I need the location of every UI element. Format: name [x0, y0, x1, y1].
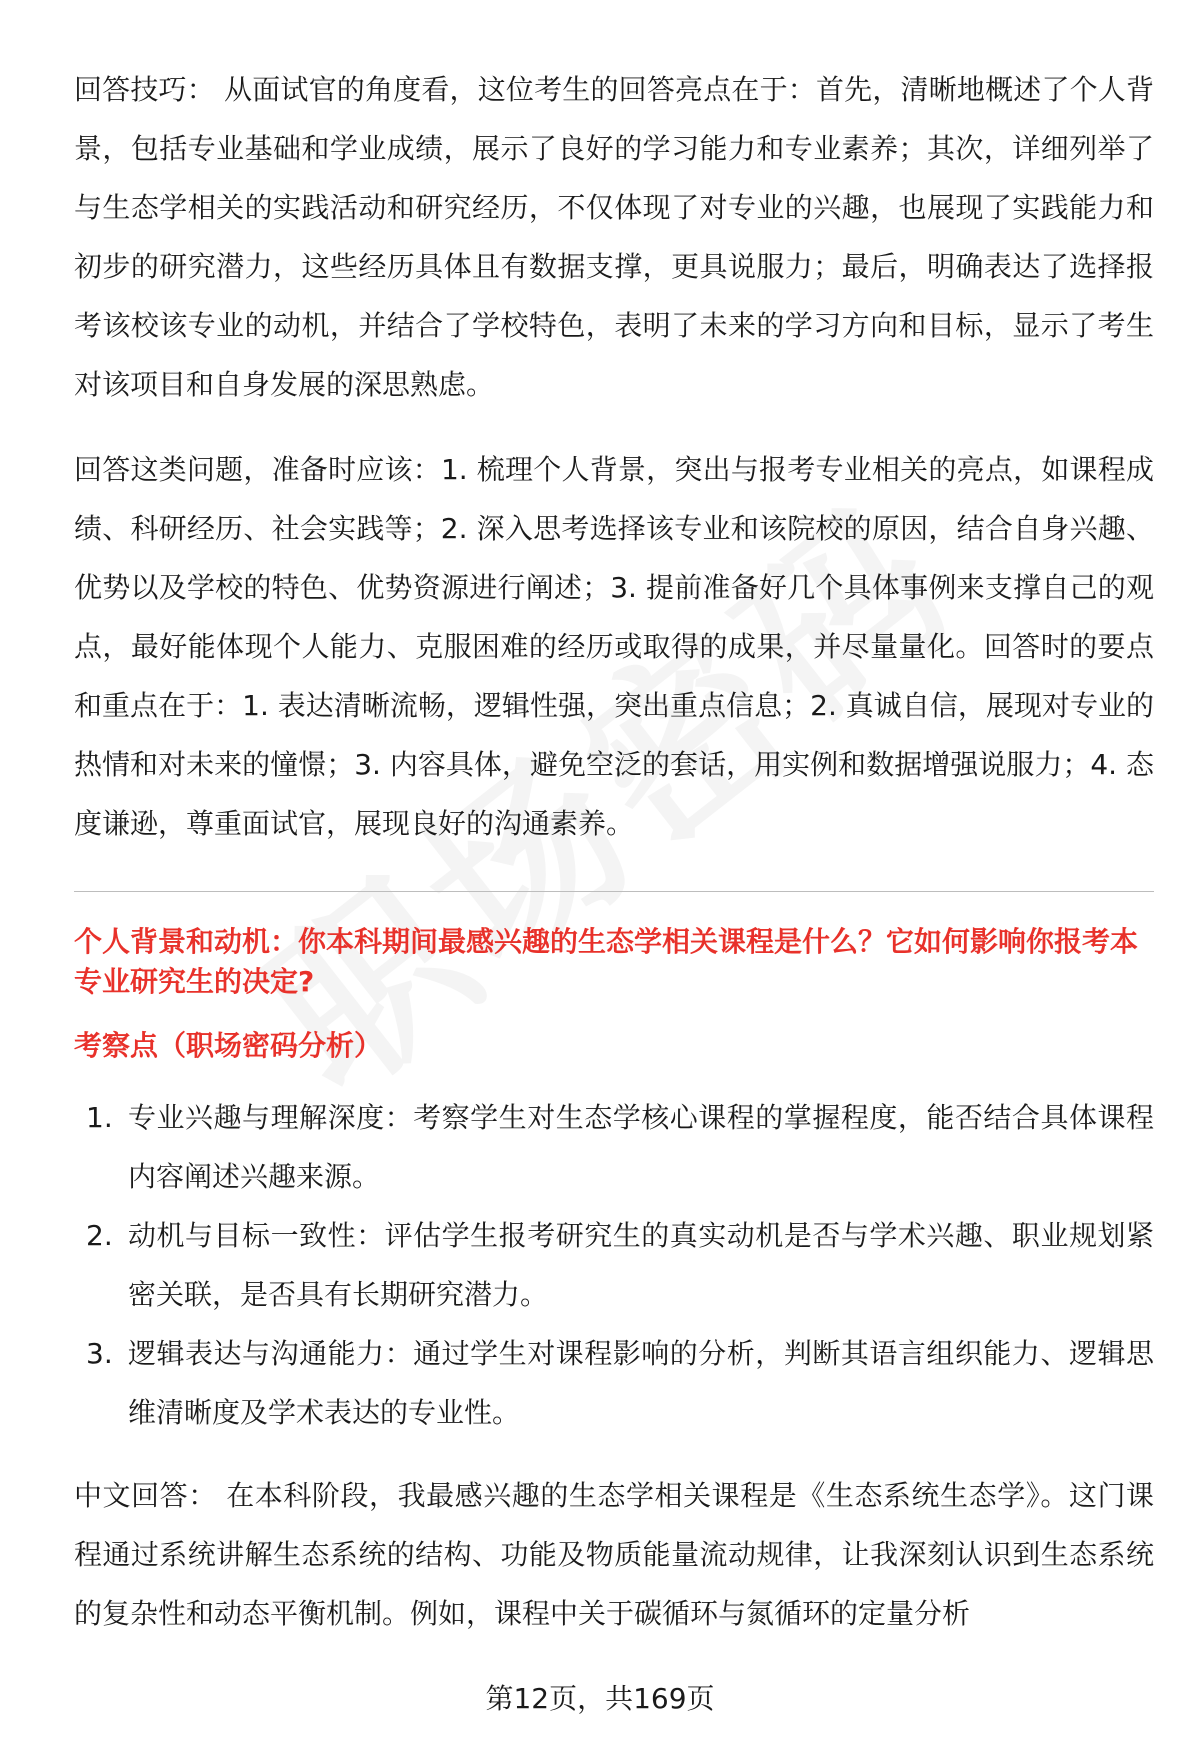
list-item	[74, 1324, 1154, 1442]
preparation-advice-paragraph: 回答这类问题，准备时应该：1. 梳理个人背景，突出与报考专业相关的亮点，如课程成绩、科研经历、社会实践等；2. 深入思考选择该专业和该院校的原因，结合自身兴趣、优势以及学校的特色、优势资源进行阐述；3. 提前准备好几个具体事例来支撑自己的观点，最好能体现个人能力、克服困难的经历或取得的成果，并尽量量化。回答时的要点和重点在于：1. 表达清晰流畅，逻辑性强，突出重点信息；2. 真诚自信，展现对专业的热情和对未来的憧憬；3. 内容具体，避免空泛的套话，用实例和数据增强说服力；4. 态度谦逊，尊重面试官，展现良好的沟通素养。	[74, 453, 1154, 840]
list-item-text: 专业兴趣与理解深度：考察学生对生态学核心课程的掌握程度，能否结合具体课程内容阐述兴趣来源。	[128, 1101, 1154, 1193]
list-item	[74, 1206, 1154, 1324]
list-item-number: 2.	[86, 1219, 113, 1252]
page-number: 第12页，共169页	[485, 1682, 715, 1715]
chinese-answer-paragraph: 中文回答： 在本科阶段，我最感兴趣的生态学相关课程是《生态系统生态学》。这门课程通过系统讲解生态系统的结构、功能及物质能量流动规律，让我深刻认识到生态系统的复杂性和动态平衡机制。例如，课程中关于碳循环与氮循环的定量分析	[74, 1479, 1154, 1630]
list-item-text: 动机与目标一致性：评估学生报考研究生的真实动机是否与学术兴趣、职业规划紧密关联，是否具有长期研究潜力。	[128, 1219, 1154, 1311]
interview-question: 个人背景和动机：你本科期间最感兴趣的生态学相关课程是什么？它如何影响你报考本专业研究生的决定?	[74, 925, 1139, 998]
exam-points-list	[74, 1088, 1154, 1442]
exam-points-heading: 考察点（职场密码分析）	[74, 1029, 383, 1062]
list-item	[74, 1088, 1154, 1206]
list-item-number: 3.	[86, 1337, 113, 1370]
list-item-number: 1.	[86, 1101, 113, 1134]
answer-tips-paragraph: 回答技巧： 从面试官的角度看，这位考生的回答亮点在于：首先，清晰地概述了个人背景，包括专业基础和学业成绩，展示了良好的学习能力和专业素养；其次，详细列举了与生态学相关的实践活动和研究经历，不仅体现了对专业的兴趣，也展现了实践能力和初步的研究潜力，这些经历具体且有数据支撑，更具说服力；最后，明确表达了选择报考该校该专业的动机，并结合了学校特色，表明了未来的学习方向和目标，显示了考生对该项目和自身发展的深思熟虑。	[74, 73, 1154, 401]
document-body	[74, 60, 1154, 1643]
list-item-text: 逻辑表达与沟通能力：通过学生对课程影响的分析，判断其语言组织能力、逻辑思维清晰度及学术表达的专业性。	[128, 1337, 1154, 1429]
section-divider	[74, 891, 1154, 892]
